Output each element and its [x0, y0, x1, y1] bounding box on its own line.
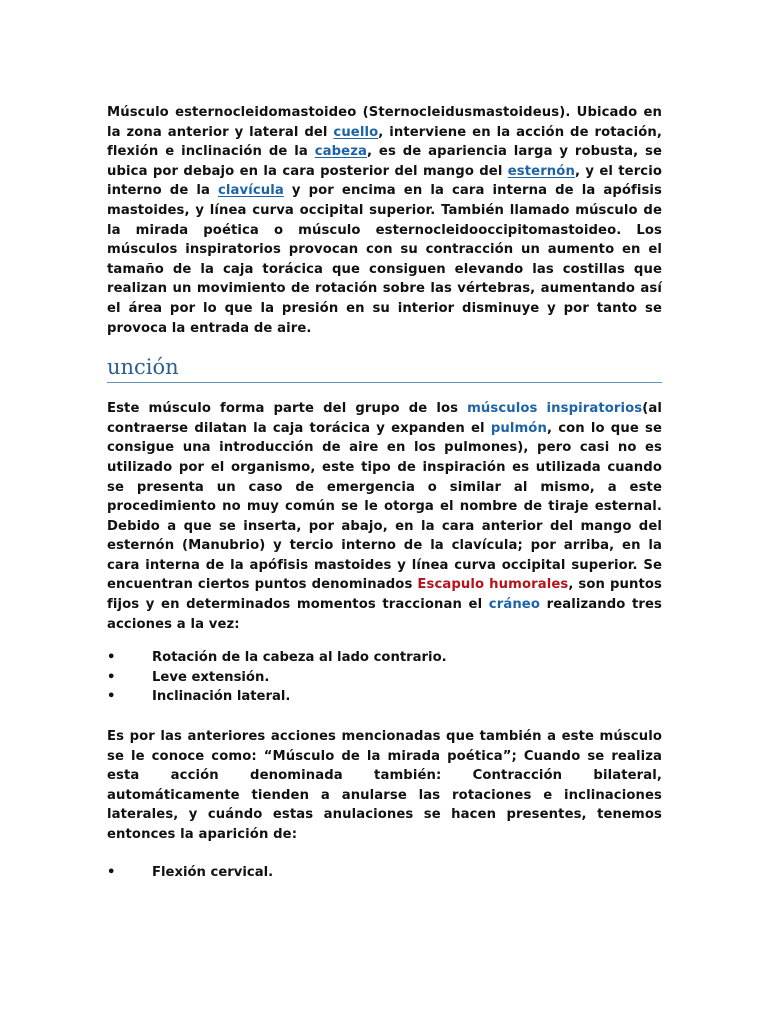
text-run: , con lo que se consigue una introducción de aire en los pulmones), pero casi no es utilizado por el organismo, este tipo de inspiración es utilizada cuando se presenta un caso de emergencia o similar al mismo, a este procedimiento no muy común se le otorga el nombre de tiraje esternal. Debido a que se inserta, por abajo, en la cara anterior del mango del esternón (Manubrio) y tercio interno de la clavícula; por arriba, en la cara interna de la apófisis mastoides y línea curva occipital superior. Se encuentran ciertos puntos denominados: [107, 420, 662, 593]
list-item-text: Inclinación lateral.: [152, 689, 291, 705]
bullet-icon: •: [107, 864, 116, 880]
result-list: [107, 863, 662, 883]
link-cuello[interactable]: cuello: [333, 124, 379, 140]
section-heading: unción: [107, 354, 662, 383]
intro-paragraph: [107, 103, 662, 338]
list-item: [107, 648, 662, 668]
text-run: , es de apariencia larga y robusta, se ubica por debajo en la cara posterior del mango del: [107, 144, 662, 179]
text-run: , son puntos fijos y en determinados momentos traccionan el: [107, 577, 663, 613]
text-run: y por encima en la cara interna de la apófisis mastoides, y línea curva occipital superior. También llamado músculo de la mirada poética o músculo esternocleidooccipitomastoideo. Los músculos inspiratorios provocan con su contracción un aumento en el tamaño de la caja torácica que consiguen elevando las costillas que realizan un movimiento de rotación sobre las vértebras, aumentando así el área por lo que la presión en su interior disminuye y por tanto se provoca la entrada de aire.: [107, 183, 662, 336]
link-escapulo-humorales[interactable]: Escapulo humorales: [417, 577, 569, 593]
link-clavicula[interactable]: clavícula: [218, 183, 284, 199]
text-run: , y el tercio interno de la: [107, 163, 663, 199]
list-item: [107, 687, 662, 707]
bullet-icon: •: [107, 669, 116, 685]
link-craneo[interactable]: cráneo: [488, 597, 541, 613]
text-run: , interviene en la acción de rotación, flexión e inclinación de la: [107, 124, 662, 160]
list-item-text: Rotación de la cabeza al lado contrario.: [152, 650, 447, 666]
conclusion-paragraph: Es por las anteriores acciones mencionadas que también a este músculo se le conoce como: “Músculo de la mirada poética”; Cuando se realiza esta acción denominada también: Contracción bilateral, automáticamente tienden a anularse las rotaciones e inclinaciones laterales, y cuándo estas anulaciones se hacen presentes, tenemos entonces la aparición de:: [107, 729, 662, 842]
link-musculos-inspiratorios[interactable]: músculos inspiratorios: [467, 401, 643, 417]
list-item-text: Flexión cervical.: [152, 864, 274, 880]
link-esternon[interactable]: esternón: [507, 163, 575, 179]
list-item: [107, 668, 662, 688]
text-run: Músculo esternocleidomastoideo (Sternocleidusmastoideus). Ubicado en la zona anterior y lateral del: [107, 105, 662, 140]
link-cabeza[interactable]: cabeza: [314, 144, 367, 160]
actions-list: [107, 648, 662, 707]
document-page: [107, 103, 662, 882]
bullet-icon: •: [107, 689, 116, 705]
text-run: (al contraerse dilatan la caja torácica y expanden el: [107, 401, 662, 436]
list-item-text: Leve extensión.: [152, 669, 270, 685]
bullet-icon: •: [107, 650, 116, 666]
function-paragraph: [107, 399, 662, 634]
text-run: Este músculo forma parte del grupo de los: [107, 401, 468, 417]
text-run: realizando tres acciones a la vez:: [107, 597, 663, 632]
list-item: [107, 863, 662, 883]
link-pulmon[interactable]: pulmón: [490, 420, 547, 436]
